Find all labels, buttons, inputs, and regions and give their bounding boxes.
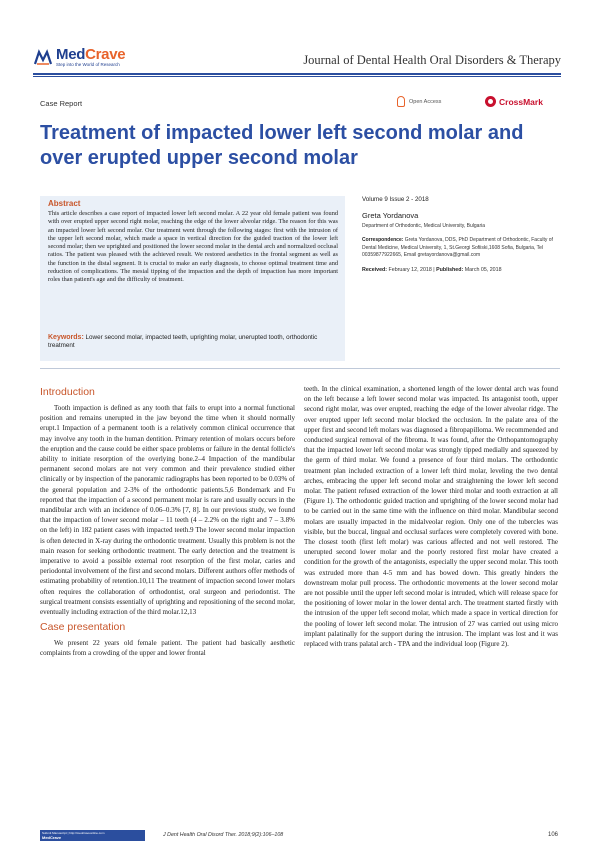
introduction-heading: Introduction [40, 386, 95, 398]
crossmark-button[interactable] [485, 94, 543, 109]
crossmark-label: CrossMark [499, 96, 543, 107]
received-date: February 12, 2018 [388, 266, 432, 273]
correspondence-label: Correspondence: [362, 237, 404, 243]
footer-submit-text: Submit Manuscript | http://medcraveonline.com [42, 831, 105, 835]
abstract-text: This article describes a case report of impacted lower left second molar. A 22 year old female patient was found with over erupted upper second right molar, reaching the edge of the lower alveolar ridge. The reason for this was an impacted lower left second molar. Our treatment went through the following stages: first with the intrusion of the upper left second molar, which made a space in vertical direction for the guided traction of the lower left second molar; then we uprighted and positioned the lower second molar in the dental arch and normalized occlusal ratios. The patient was pleased with the achieved result. We restored aesthetics in the frontal segment as well as the function in the distal segment. It is crucial to make an early diagnosis, to choose optimal treatment time and reduction of complications. The mesial tipping of the impaction and the depth of impaction has more important roles than patient's age and the difficulty of treatment. [48, 210, 338, 284]
logo-brand: MedCrave [56, 46, 126, 63]
footer-logo: MedCrave [42, 835, 62, 840]
keywords-label: Keywords: [48, 334, 84, 341]
received-label: Received: [362, 266, 388, 273]
crossmark-icon [485, 96, 496, 107]
keywords-text: Lower second molar, impacted teeth, uprighting molar, unerupted tooth, orthodontic treatment [48, 334, 318, 349]
header-divider [33, 73, 561, 75]
logo-tagline: Step into the World of Research [56, 62, 120, 67]
journal-title: Journal of Dental Health Oral Disorders & Therapy [303, 53, 561, 67]
page-footer [0, 822, 595, 842]
introduction-text: Tooth impaction is defined as any tooth that fails to erupt into a normal functional position and remains unerupted in the jaw beyond the time when it should normally erupt.1 Impaction of a permanent tooth is a relatively common clinical occurrence that may involve any tooth in the human dentition. Primary retention of molars occurs before the eruption and the cause could be either space problems or failure in the dental follicle's ability to initiate resorption of the overlying bone.2–4 Impaction of the mandibular permanent second molars are not very common and their prevalence studied either clinically or by inspection of the panoramic radiographs has been reported to be 0.03% of the general population and 2-3% of the orthodontic patients.5,6 Bondemark and Fu reported that the impaction of a second permanent molar is rare and usually occurs in the mandibular arch with an incidence of 0.06–0.3% [7, 8]. In our previous study, we found that the impaction of lower second molar – 11 teeth (4 – 2.2% on the right and 7 – 3.8% on the left) in 182 patient cases with impacted teeth.9 The lower second molar impaction is often detected in X-ray during the orthodontic treatment. Usually this problem is not the main reason for seeking orthodontic treatment. The early detection and the treatment is imperative to avoid a possible external root resorption of the first molar, caries and periodontal involvement of the first and second molars. Different authors offer methods of estimating probability of retention.10,11 The treatment of impaction second lower molars often requires the collaboration of orthodontist, oral surgeon and periodontist. The surgical treatment consists essentially of uprighting and repositioning of the second molar, eventually including extraction of the third molar.12,13 [40, 404, 295, 617]
article-meta-row [40, 96, 560, 112]
author-affiliation: Department of Orthodontic, Medical University, Bulgaria [362, 223, 486, 229]
page-header [0, 0, 595, 86]
right-column [304, 384, 558, 649]
open-access-label: Open Access [409, 98, 442, 105]
correspondence [362, 237, 562, 260]
left-column [40, 386, 295, 659]
case-presentation-text: We present 22 years old female patient. The patient had basically aesthetic complaints from a crowding of the upper and lower frontal [40, 639, 295, 658]
volume-issue: Volume 9 Issue 2 - 2018 [362, 196, 429, 203]
article-info-sidebar [362, 196, 562, 273]
header-divider-thin [33, 76, 561, 77]
section-divider [40, 368, 560, 369]
article-type: Case Report [40, 99, 83, 108]
correspondence-text: Greta Yordanova, DDS, PhD Department of Orthodontic, Faculty of Dental Medicine, Medical University, 1, St.Georgi Sofiiski,1608 Sofia, Bulgaria, Tel 00359877922665, Email gretayordanova@gmail.com [362, 237, 553, 259]
published-label: Published: [436, 266, 464, 273]
published-date: March 05, 2018 [464, 266, 502, 273]
keywords [48, 334, 338, 350]
page-number: 106 [548, 832, 559, 838]
open-access-lock-icon [397, 96, 405, 107]
article-title: Treatment of impacted lower left second molar and over erupted upper second molar [40, 122, 524, 169]
author-name: Greta Yordanova [362, 211, 419, 220]
footer-submit-banner[interactable] [40, 830, 145, 841]
medcrave-logo[interactable] [33, 47, 125, 68]
abstract-heading: Abstract [48, 199, 81, 208]
abstract-box [40, 196, 345, 361]
open-access-badge[interactable] [397, 96, 441, 107]
medcrave-logo-icon [33, 48, 53, 68]
case-continuation-text: teeth. In the clinical examination, a shortened length of the lower dental arch was found on the left because a left lower second molar was impacted. Its antagonist tooth, upper second right molar, was over erupted, reaching the edge of the lower alveolar ridge. The over erupted upper left second molar blocked the occlusion. In the palate area of the upper first and second left molars was diagnosed a fibropapilloma. We recommended and conducted surgical removal of the fibroma. It was found, after the Orthopantomography that the impacted lower left second molar was strongly tipped medially and squeezed by the germ of third molar. We found a presence of four third molars. The orthodontic treatment plan included extraction of a lower left third molar, leveling the two dental arches, embracing the upper left second molar and straightening the lower left second molar. The patient refused extraction of the lower third molar and tooth extraction at all (Figure 1). The orthodontic guided traction and uprighting of the lower second molar had to be carried out in the same time with the influence on third molar. Mandibular second molars are usually impacted in the midalveolar region. Only one of the tubercles was visible, but the buccal, lingual and occlusal surfaces were completely covered with bone. The closest tooth (first left molar) was carious affected and not well restored. The unerupted second lower molar and the poorly restored first molar have created a condition for the growth of the antagonists, especially the upper second molar. This tooth was extruded more than 4-5 mm and has bowed down. This greatly hinders the downstream molar pull process. The orthodontic movements at the lower second molar are not possible until the upper left second molar is intruded, which will release space for the positioning of lower molar in the lower dental arch. The treatment started firstly with the intrusion of the upper left second molar, which made a space in vertical direction for the pooling of lower left second molar. The intrusion of 27 was carried out using micro implant palatinally for the support during the intrusion. The implant was lost and it was replaced with trans palatal arch - TPA and the individual loop (Figure 2). [304, 385, 558, 649]
footer-citation: J Dent Health Oral Disord Ther. 2018;9(2):106–108 [163, 832, 284, 838]
article-dates: Received: February 12, 2018 | Published: March 05, 2018 [362, 266, 502, 273]
case-presentation-heading: Case presentation [40, 621, 126, 634]
